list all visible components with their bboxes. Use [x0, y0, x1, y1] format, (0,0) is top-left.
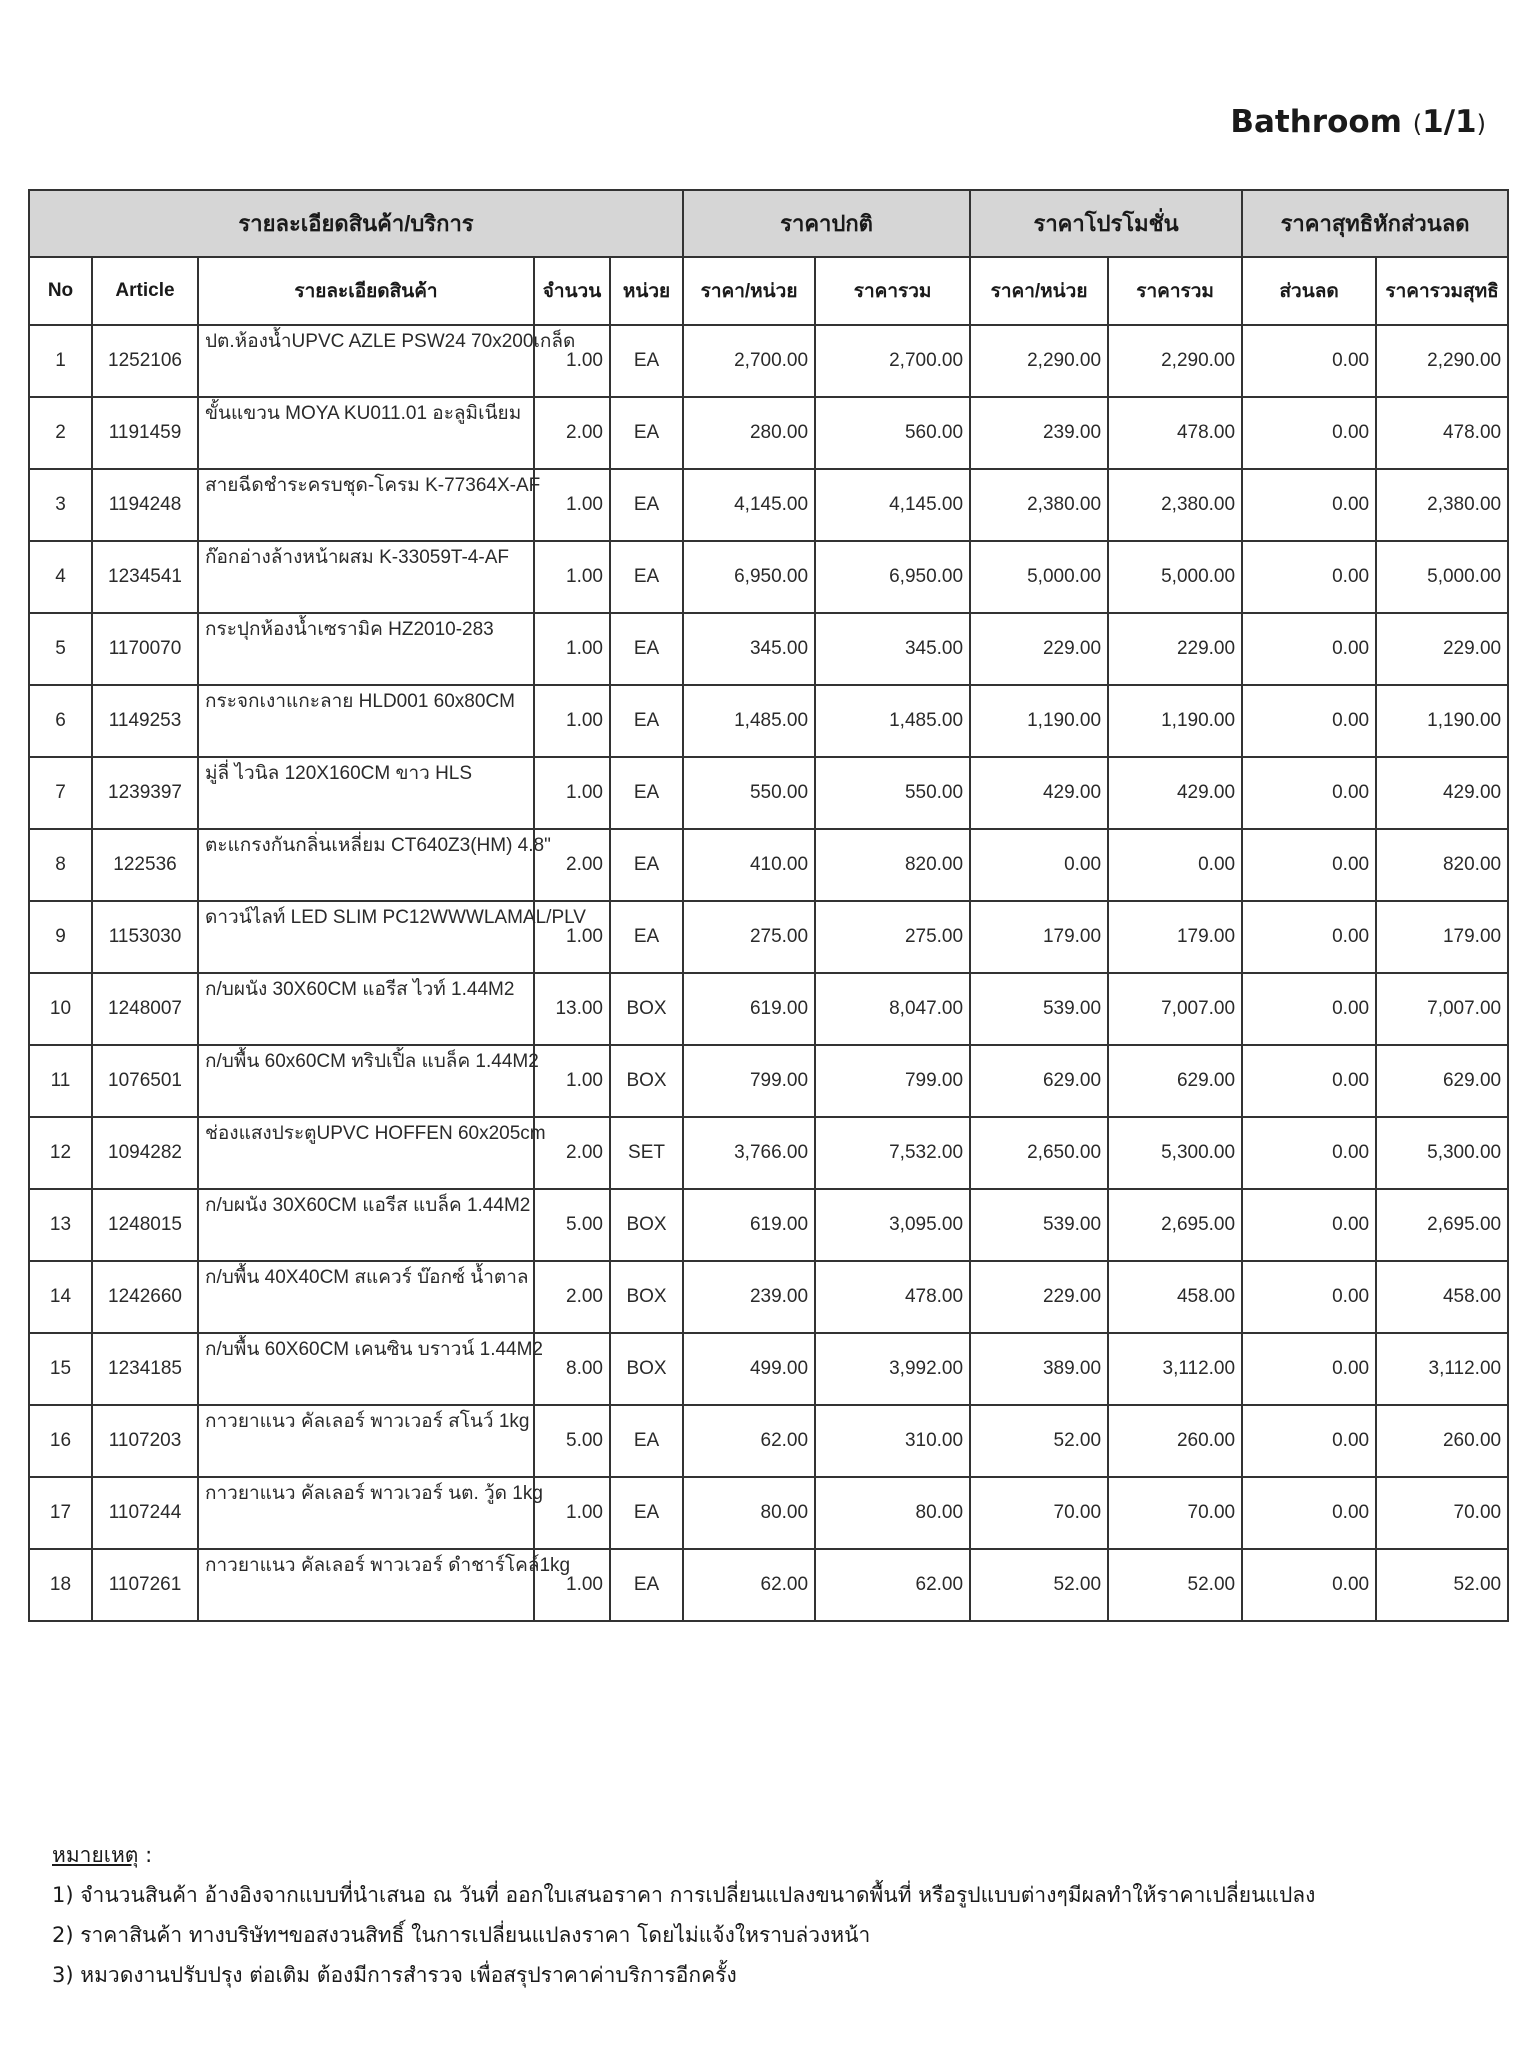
cell-no: 11: [29, 1045, 92, 1117]
cell-no: 7: [29, 757, 92, 829]
table-row: [29, 397, 1508, 469]
table-row: [29, 541, 1508, 613]
cell-net-total: 5,300.00: [1376, 1117, 1508, 1189]
cell-article: 1107261: [92, 1549, 198, 1621]
cell-no: 15: [29, 1333, 92, 1405]
table-row: [29, 1405, 1508, 1477]
cell-promo-unit-price: 229.00: [970, 1261, 1108, 1333]
cell-article: 1107244: [92, 1477, 198, 1549]
cell-discount: 0.00: [1242, 829, 1376, 901]
cell-promo-total: 0.00: [1108, 829, 1242, 901]
cell-unit-price: 6,950.00: [683, 541, 815, 613]
cell-no: 13: [29, 1189, 92, 1261]
cell-description: กาวยาแนว คัลเลอร์ พาวเวอร์ สโนว์ 1kg: [198, 1405, 534, 1477]
cell-description: กระจกเงาแกะลาย HLD001 60x80CM: [198, 685, 534, 757]
cell-discount: 0.00: [1242, 1477, 1376, 1549]
cell-unit: SET: [610, 1117, 683, 1189]
table-row: [29, 469, 1508, 541]
group-header-net-price: ราคาสุทธิหักส่วนลด: [1242, 190, 1508, 257]
cell-total: 3,095.00: [815, 1189, 970, 1261]
cell-unit: EA: [610, 613, 683, 685]
cell-net-total: 3,112.00: [1376, 1333, 1508, 1405]
cell-unit-price: 62.00: [683, 1549, 815, 1621]
cell-total: 3,992.00: [815, 1333, 970, 1405]
cell-qty: 1.00: [534, 1549, 610, 1621]
page-title-text: Bathroom: [1230, 104, 1402, 140]
paren-open: (: [1412, 110, 1423, 138]
cell-net-total: 52.00: [1376, 1549, 1508, 1621]
cell-description: สายฉีดชำระครบชุด-โครม K-77364X-AF: [198, 469, 534, 541]
group-header-promo-price: ราคาโปรโมชั่น: [970, 190, 1242, 257]
cell-total: 8,047.00: [815, 973, 970, 1045]
cell-promo-unit-price: 429.00: [970, 757, 1108, 829]
cell-promo-total: 2,380.00: [1108, 469, 1242, 541]
cell-promo-total: 5,300.00: [1108, 1117, 1242, 1189]
cell-article: 1234541: [92, 541, 198, 613]
cell-unit-price: 1,485.00: [683, 685, 815, 757]
cell-promo-total: 1,190.00: [1108, 685, 1242, 757]
cell-qty: 1.00: [534, 757, 610, 829]
cell-article: 1242660: [92, 1261, 198, 1333]
cell-total: 799.00: [815, 1045, 970, 1117]
cell-net-total: 229.00: [1376, 613, 1508, 685]
cell-promo-total: 179.00: [1108, 901, 1242, 973]
cell-total: 4,145.00: [815, 469, 970, 541]
cell-no: 17: [29, 1477, 92, 1549]
cell-unit: EA: [610, 757, 683, 829]
cell-promo-total: 5,000.00: [1108, 541, 1242, 613]
cell-total: 7,532.00: [815, 1117, 970, 1189]
cell-promo-total: 2,695.00: [1108, 1189, 1242, 1261]
cell-article: 1076501: [92, 1045, 198, 1117]
cell-unit-price: 550.00: [683, 757, 815, 829]
cell-promo-unit-price: 52.00: [970, 1549, 1108, 1621]
cell-unit-price: 499.00: [683, 1333, 815, 1405]
cell-total: 62.00: [815, 1549, 970, 1621]
cell-unit: EA: [610, 469, 683, 541]
group-header-row: [29, 190, 1508, 257]
cell-qty: 2.00: [534, 1117, 610, 1189]
table-row: [29, 973, 1508, 1045]
cell-promo-unit-price: 52.00: [970, 1405, 1108, 1477]
cell-qty: 1.00: [534, 325, 610, 397]
cell-no: 5: [29, 613, 92, 685]
cell-unit-price: 410.00: [683, 829, 815, 901]
cell-promo-unit-price: 0.00: [970, 829, 1108, 901]
cell-no: 10: [29, 973, 92, 1045]
cell-no: 8: [29, 829, 92, 901]
cell-promo-unit-price: 539.00: [970, 973, 1108, 1045]
cell-description: มู่ลี่ ไวนิล 120X160CM ขาว HLS: [198, 757, 534, 829]
col-header-unit-price: ราคา/หน่วย: [683, 257, 815, 325]
paren-close: ): [1476, 110, 1486, 138]
cell-unit: EA: [610, 1549, 683, 1621]
cell-article: 122536: [92, 829, 198, 901]
cell-promo-unit-price: 2,380.00: [970, 469, 1108, 541]
cell-qty: 1.00: [534, 1045, 610, 1117]
cell-total: 275.00: [815, 901, 970, 973]
cell-unit: EA: [610, 901, 683, 973]
table-row: [29, 901, 1508, 973]
cell-article: 1149253: [92, 685, 198, 757]
cell-description: ก/บผนัง 30X60CM แอรีส ไวท์ 1.44M2: [198, 973, 534, 1045]
cell-total: 2,700.00: [815, 325, 970, 397]
col-header-promo-total: ราคารวม: [1108, 257, 1242, 325]
col-header-article: Article: [92, 257, 198, 325]
cell-promo-total: 70.00: [1108, 1477, 1242, 1549]
cell-unit: BOX: [610, 1261, 683, 1333]
cell-description: ขั้นแขวน MOYA KU011.01 อะลูมิเนียม: [198, 397, 534, 469]
notes-heading: หมายเหตุ :: [52, 1843, 153, 1867]
cell-no: 12: [29, 1117, 92, 1189]
cell-unit: BOX: [610, 1189, 683, 1261]
cell-qty: 1.00: [534, 541, 610, 613]
cell-net-total: 2,695.00: [1376, 1189, 1508, 1261]
cell-unit-price: 62.00: [683, 1405, 815, 1477]
cell-no: 3: [29, 469, 92, 541]
cell-promo-total: 260.00: [1108, 1405, 1242, 1477]
cell-description: ดาวน์ไลท์ LED SLIM PC12WWWLAMAL/PLV: [198, 901, 534, 973]
cell-no: 1: [29, 325, 92, 397]
cell-total: 1,485.00: [815, 685, 970, 757]
cell-net-total: 7,007.00: [1376, 973, 1508, 1045]
cell-promo-total: 478.00: [1108, 397, 1242, 469]
cell-promo-unit-price: 389.00: [970, 1333, 1108, 1405]
cell-discount: 0.00: [1242, 685, 1376, 757]
table-row: [29, 1045, 1508, 1117]
cell-promo-total: 229.00: [1108, 613, 1242, 685]
cell-unit: EA: [610, 325, 683, 397]
cell-article: 1094282: [92, 1117, 198, 1189]
cell-description: กาวยาแนว คัลเลอร์ พาวเวอร์ ดำชาร์โคล์1kg: [198, 1549, 534, 1621]
cell-discount: 0.00: [1242, 901, 1376, 973]
cell-description: กาวยาแนว คัลเลอร์ พาวเวอร์ นต. วู้ด 1kg: [198, 1477, 534, 1549]
col-header-total: ราคารวม: [815, 257, 970, 325]
table-row: [29, 1189, 1508, 1261]
table-row: [29, 685, 1508, 757]
cell-net-total: 179.00: [1376, 901, 1508, 973]
table-row: [29, 1477, 1508, 1549]
cell-discount: 0.00: [1242, 1261, 1376, 1333]
cell-discount: 0.00: [1242, 397, 1376, 469]
cell-promo-unit-price: 1,190.00: [970, 685, 1108, 757]
cell-article: 1248015: [92, 1189, 198, 1261]
cell-unit-price: 80.00: [683, 1477, 815, 1549]
cell-unit: BOX: [610, 973, 683, 1045]
page-number: 1/1: [1422, 104, 1477, 140]
cell-article: 1248007: [92, 973, 198, 1045]
table-row: [29, 757, 1508, 829]
cell-article: 1234185: [92, 1333, 198, 1405]
cell-no: 2: [29, 397, 92, 469]
cell-net-total: 2,380.00: [1376, 469, 1508, 541]
cell-discount: 0.00: [1242, 1549, 1376, 1621]
cell-unit: EA: [610, 829, 683, 901]
cell-unit-price: 4,145.00: [683, 469, 815, 541]
cell-article: 1252106: [92, 325, 198, 397]
cell-total: 560.00: [815, 397, 970, 469]
col-header-net-total: ราคารวมสุทธิ: [1376, 257, 1508, 325]
cell-promo-unit-price: 5,000.00: [970, 541, 1108, 613]
notes: [52, 1835, 1315, 1995]
cell-qty: 5.00: [534, 1405, 610, 1477]
cell-article: 1170070: [92, 613, 198, 685]
cell-no: 18: [29, 1549, 92, 1621]
table-row: [29, 1117, 1508, 1189]
cell-promo-total: 2,290.00: [1108, 325, 1242, 397]
cell-unit-price: 799.00: [683, 1045, 815, 1117]
cell-description: ปต.ห้องน้ำUPVC AZLE PSW24 70x200เกล็ด: [198, 325, 534, 397]
quotation-table: [28, 189, 1509, 1622]
cell-discount: 0.00: [1242, 1333, 1376, 1405]
table-row: [29, 829, 1508, 901]
table-row: [29, 613, 1508, 685]
cell-promo-unit-price: 629.00: [970, 1045, 1108, 1117]
cell-qty: 13.00: [534, 973, 610, 1045]
col-header-unit: หน่วย: [610, 257, 683, 325]
cell-qty: 8.00: [534, 1333, 610, 1405]
cell-qty: 1.00: [534, 469, 610, 541]
cell-promo-unit-price: 2,290.00: [970, 325, 1108, 397]
cell-qty: 1.00: [534, 901, 610, 973]
cell-discount: 0.00: [1242, 1189, 1376, 1261]
cell-article: 1194248: [92, 469, 198, 541]
cell-article: 1153030: [92, 901, 198, 973]
cell-unit-price: 2,700.00: [683, 325, 815, 397]
cell-qty: 1.00: [534, 613, 610, 685]
cell-description: ตะแกรงกันกลิ่นเหลี่ยม CT640Z3(HM) 4.8": [198, 829, 534, 901]
note-item: 1) จำนวนสินค้า อ้างอิงจากแบบที่นำเสนอ ณ วันที่ ออกใบเสนอราคา การเปลี่ยนแปลงขนาดพื้นที่ หรือรูปแบบต่างๆมีผลทำให้ราคาเปลี่ยนแปลง: [52, 1883, 1316, 1907]
cell-net-total: 478.00: [1376, 397, 1508, 469]
cell-net-total: 629.00: [1376, 1045, 1508, 1117]
cell-discount: 0.00: [1242, 757, 1376, 829]
cell-unit-price: 619.00: [683, 1189, 815, 1261]
cell-discount: 0.00: [1242, 1405, 1376, 1477]
cell-unit: EA: [610, 541, 683, 613]
cell-description: กระปุกห้องน้ำเซรามิค HZ2010-283: [198, 613, 534, 685]
cell-net-total: 429.00: [1376, 757, 1508, 829]
col-header-no: No: [29, 257, 92, 325]
note-item: 2) ราคาสินค้า ทางบริษัทฯขอสงวนสิทธิ์ ในการเปลี่ยนแปลงราคา โดยไม่แจ้งใหราบล่วงหน้า: [52, 1923, 871, 1947]
cell-net-total: 820.00: [1376, 829, 1508, 901]
cell-promo-unit-price: 239.00: [970, 397, 1108, 469]
cell-article: 1239397: [92, 757, 198, 829]
cell-total: 80.00: [815, 1477, 970, 1549]
cell-net-total: 2,290.00: [1376, 325, 1508, 397]
table-row: [29, 1261, 1508, 1333]
cell-unit-price: 345.00: [683, 613, 815, 685]
cell-qty: 2.00: [534, 1261, 610, 1333]
table-body: [29, 325, 1508, 1621]
cell-discount: 0.00: [1242, 1117, 1376, 1189]
cell-promo-total: 7,007.00: [1108, 973, 1242, 1045]
cell-qty: 2.00: [534, 829, 610, 901]
cell-description: ก/บพื้น 60x60CM ทริปเปิ้ล แบล็ค 1.44M2: [198, 1045, 534, 1117]
cell-discount: 0.00: [1242, 541, 1376, 613]
col-header-qty: จำนวน: [534, 257, 610, 325]
cell-net-total: 70.00: [1376, 1477, 1508, 1549]
cell-unit-price: 239.00: [683, 1261, 815, 1333]
cell-net-total: 458.00: [1376, 1261, 1508, 1333]
cell-unit: BOX: [610, 1045, 683, 1117]
cell-description: ช่องแสงประตูUPVC HOFFEN 60x205cm: [198, 1117, 534, 1189]
col-header-discount: ส่วนลด: [1242, 257, 1376, 325]
cell-article: 1191459: [92, 397, 198, 469]
cell-unit: EA: [610, 1405, 683, 1477]
cell-promo-unit-price: 70.00: [970, 1477, 1108, 1549]
cell-description: ก/บพื้น 60X60CM เคนซิน บราวน์ 1.44M2: [198, 1333, 534, 1405]
cell-unit: BOX: [610, 1333, 683, 1405]
col-header-description: รายละเอียดสินค้า: [198, 257, 534, 325]
cell-promo-total: 458.00: [1108, 1261, 1242, 1333]
table-row: [29, 1333, 1508, 1405]
cell-article: 1107203: [92, 1405, 198, 1477]
cell-qty: 1.00: [534, 685, 610, 757]
cell-net-total: 1,190.00: [1376, 685, 1508, 757]
cell-promo-unit-price: 539.00: [970, 1189, 1108, 1261]
cell-unit: EA: [610, 685, 683, 757]
cell-unit-price: 619.00: [683, 973, 815, 1045]
cell-unit-price: 280.00: [683, 397, 815, 469]
cell-unit-price: 3,766.00: [683, 1117, 815, 1189]
group-header-regular-price: ราคาปกติ: [683, 190, 970, 257]
cell-total: 820.00: [815, 829, 970, 901]
cell-total: 478.00: [815, 1261, 970, 1333]
table-row: [29, 325, 1508, 397]
cell-qty: 5.00: [534, 1189, 610, 1261]
cell-promo-unit-price: 229.00: [970, 613, 1108, 685]
cell-discount: 0.00: [1242, 1045, 1376, 1117]
cell-promo-total: 3,112.00: [1108, 1333, 1242, 1405]
page-title: [1230, 104, 1486, 140]
cell-total: 345.00: [815, 613, 970, 685]
note-item: 3) หมวดงานปรับปรุง ต่อเติม ต้องมีการสำรวจ เพื่อสรุปราคาค่าบริการอีกครั้ง: [52, 1963, 737, 1987]
cell-promo-total: 629.00: [1108, 1045, 1242, 1117]
cell-unit-price: 275.00: [683, 901, 815, 973]
cell-total: 310.00: [815, 1405, 970, 1477]
table-row: [29, 1549, 1508, 1621]
cell-no: 14: [29, 1261, 92, 1333]
cell-no: 16: [29, 1405, 92, 1477]
cell-total: 550.00: [815, 757, 970, 829]
cell-discount: 0.00: [1242, 325, 1376, 397]
cell-description: ก๊อกอ่างล้างหน้าผสม K-33059T-4-AF: [198, 541, 534, 613]
cell-unit: EA: [610, 397, 683, 469]
col-header-promo-unit-price: ราคา/หน่วย: [970, 257, 1108, 325]
cell-no: 6: [29, 685, 92, 757]
group-header-product: รายละเอียดสินค้า/บริการ: [29, 190, 683, 257]
cell-discount: 0.00: [1242, 613, 1376, 685]
column-header-row: [29, 257, 1508, 325]
cell-promo-total: 52.00: [1108, 1549, 1242, 1621]
cell-discount: 0.00: [1242, 469, 1376, 541]
cell-net-total: 5,000.00: [1376, 541, 1508, 613]
cell-promo-total: 429.00: [1108, 757, 1242, 829]
cell-total: 6,950.00: [815, 541, 970, 613]
cell-promo-unit-price: 2,650.00: [970, 1117, 1108, 1189]
cell-discount: 0.00: [1242, 973, 1376, 1045]
cell-qty: 2.00: [534, 397, 610, 469]
cell-description: ก/บพื้น 40X40CM สแควร์ บ๊อกซ์ น้ำตาล: [198, 1261, 534, 1333]
cell-net-total: 260.00: [1376, 1405, 1508, 1477]
cell-promo-unit-price: 179.00: [970, 901, 1108, 973]
cell-no: 4: [29, 541, 92, 613]
cell-unit: EA: [610, 1477, 683, 1549]
cell-description: ก/บผนัง 30X60CM แอรีส แบล็ค 1.44M2: [198, 1189, 534, 1261]
cell-no: 9: [29, 901, 92, 973]
cell-qty: 1.00: [534, 1477, 610, 1549]
